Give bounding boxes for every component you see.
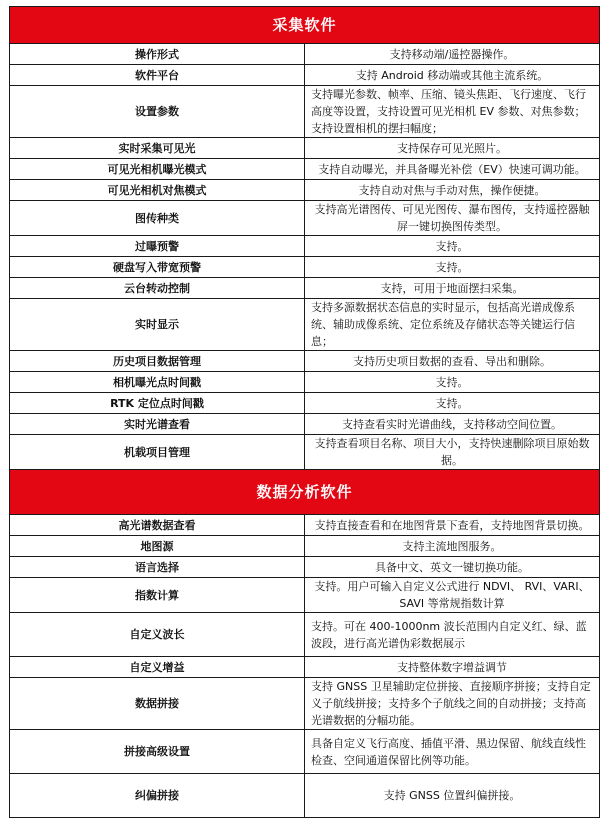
row-value: 支持直接查看和在地图背景下查看，支持地图背景切换。 [305, 515, 600, 536]
table-row [10, 515, 600, 536]
row-value: 支持 GNSS 卫星辅助定位拼接、直接顺序拼接；支持自定义子航线拼接；支持多个子航线之间的自动拼接；支持高光谱数据的分幅功能。 [305, 678, 600, 730]
row-value: 支持。用户可输入自定义公式进行 NDVI、 RVI、VARI、SAVI 等常规指数计算 [305, 578, 600, 613]
section-header-acquisition [10, 7, 600, 44]
row-key: 高光谱数据查看 [10, 515, 305, 536]
row-value: 支持历史项目数据的查看、导出和删除。 [305, 351, 600, 372]
row-key: 可见光相机曝光模式 [10, 159, 305, 180]
row-value: 支持多源数据状态信息的实时显示，包括高光谱成像系统、辅助成像系统、定位系统及存储状态等关键运行信息； [305, 299, 600, 351]
table-row [10, 278, 600, 299]
row-key: 指数计算 [10, 578, 305, 613]
row-value: 支持保存可见光照片。 [305, 138, 600, 159]
row-key: 可见光相机对焦模式 [10, 180, 305, 201]
row-value: 具备中文、英文一键切换功能。 [305, 557, 600, 578]
row-value: 支持。 [305, 236, 600, 257]
row-value: 支持高光谱图传、可见光图传、瀑布图传，支持遥控器触屏一键切换图传类型。 [305, 201, 600, 236]
row-key: 相机曝光点时间戳 [10, 372, 305, 393]
table-row [10, 613, 600, 657]
table-row [10, 657, 600, 678]
table-row [10, 138, 600, 159]
spec-table [9, 6, 600, 818]
row-value: 支持自动曝光，并具备曝光补偿（EV）快速可调功能。 [305, 159, 600, 180]
section-title: 数据分析软件 [10, 470, 600, 515]
row-key: 纠偏拼接 [10, 774, 305, 818]
row-value: 支持主流地图服务。 [305, 536, 600, 557]
table-row [10, 65, 600, 86]
table-row [10, 159, 600, 180]
table-row [10, 372, 600, 393]
row-key: 实时光谱查看 [10, 414, 305, 435]
section-title: 采集软件 [10, 7, 600, 44]
row-value: 支持自动对焦与手动对焦，操作便捷。 [305, 180, 600, 201]
row-key: RTK 定位点时间戳 [10, 393, 305, 414]
row-key: 硬盘写入带宽预警 [10, 257, 305, 278]
spec-sheet [9, 6, 600, 818]
row-key: 云台转动控制 [10, 278, 305, 299]
row-value: 支持。 [305, 372, 600, 393]
table-row [10, 557, 600, 578]
row-value: 支持曝光参数、帧率、压缩、镜头焦距、飞行速度、飞行高度等设置，支持设置可见光相机 EV 参数、对焦参数；支持设置相机的摆扫幅度； [305, 86, 600, 138]
table-row [10, 299, 600, 351]
row-value: 支持。 [305, 393, 600, 414]
table-row [10, 236, 600, 257]
table-row [10, 774, 600, 818]
row-key: 实时显示 [10, 299, 305, 351]
table-row [10, 435, 600, 470]
row-key: 机载项目管理 [10, 435, 305, 470]
table-row [10, 536, 600, 557]
row-key: 过曝预警 [10, 236, 305, 257]
row-key: 自定义波长 [10, 613, 305, 657]
table-row [10, 678, 600, 730]
row-key: 历史项目数据管理 [10, 351, 305, 372]
row-value: 支持查看项目名称、项目大小，支持快速删除项目原始数据。 [305, 435, 600, 470]
table-row [10, 257, 600, 278]
row-value: 支持整体数字增益调节 [305, 657, 600, 678]
row-value: 支持。可在 400-1000nm 波长范围内自定义红、绿、蓝波段，进行高光谱伪彩数据展示 [305, 613, 600, 657]
row-value: 具备自定义飞行高度、插值平滑、黑边保留、航线直线性检查、空间通道保留比例等功能。 [305, 730, 600, 774]
row-value: 支持 GNSS 位置纠偏拼接。 [305, 774, 600, 818]
table-row [10, 351, 600, 372]
row-key: 自定义增益 [10, 657, 305, 678]
row-key: 拼接高级设置 [10, 730, 305, 774]
row-key: 软件平台 [10, 65, 305, 86]
table-row [10, 201, 600, 236]
table-row [10, 730, 600, 774]
section-header-analysis [10, 470, 600, 515]
table-row [10, 393, 600, 414]
row-value: 支持移动端/遥控器操作。 [305, 44, 600, 65]
row-key: 设置参数 [10, 86, 305, 138]
row-key: 实时采集可见光 [10, 138, 305, 159]
row-value: 支持。 [305, 257, 600, 278]
row-value: 支持 Android 移动端或其他主流系统。 [305, 65, 600, 86]
table-row [10, 414, 600, 435]
row-key: 语言选择 [10, 557, 305, 578]
row-value: 支持查看实时光谱曲线，支持移动空间位置。 [305, 414, 600, 435]
table-row [10, 44, 600, 65]
row-key: 操作形式 [10, 44, 305, 65]
table-row [10, 86, 600, 138]
table-row [10, 578, 600, 613]
row-key: 地图源 [10, 536, 305, 557]
row-key: 数据拼接 [10, 678, 305, 730]
table-row [10, 180, 600, 201]
row-value: 支持，可用于地面摆扫采集。 [305, 278, 600, 299]
row-key: 图传种类 [10, 201, 305, 236]
